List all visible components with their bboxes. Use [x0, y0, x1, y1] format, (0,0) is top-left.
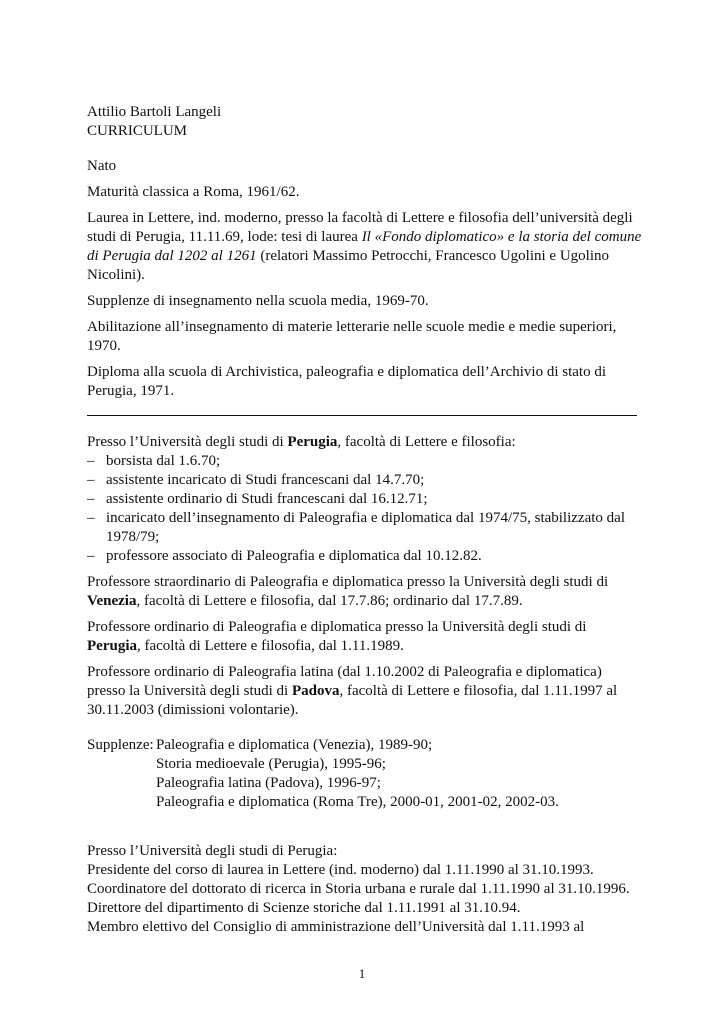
- document-title: CURRICULUM: [87, 123, 188, 139]
- padova-bold: Padova: [291, 683, 340, 699]
- maturita-line: Maturità classica a Roma, 1961/62.: [87, 184, 300, 200]
- list-item: Storia medioevale (Perugia), 1995-96;: [156, 756, 386, 772]
- perugia-positions-list: [87, 452, 643, 566]
- list-item: – assistente incaricato di Studi francescani dal 14.7.70;: [87, 471, 643, 490]
- perugia2-text: Professore ordinario di Paleografia e diplomatica presso la Università degli studi di: [87, 619, 587, 635]
- list-item: – incaricato dell’insegnamento di Paleografia e diplomatica dal 1974/75, stabilizzato dal 1978/79;: [87, 509, 643, 547]
- perugia-bold: Perugia: [287, 434, 338, 450]
- perugia-intro-text: Presso l’Università degli studi di: [87, 434, 288, 450]
- born-line: Nato: [87, 158, 117, 174]
- venezia-paragraph: [87, 573, 643, 611]
- list-item: – assistente ordinario di Studi francescani dal 16.12.71;: [87, 490, 643, 509]
- laurea-paragraph: [87, 209, 643, 285]
- padova-paragraph: [87, 663, 643, 720]
- laurea-relatori: (relatori Massimo Petrocchi, Francesco Ugolini e Ugolino Nicolini).: [87, 248, 609, 283]
- venezia-end: , facoltà di Lettere e filosofia, dal 17.7.86; ordinario dal 17.7.89.: [136, 593, 523, 609]
- supplenze-block: [87, 736, 643, 812]
- list-item: Coordinatore del dottorato di ricerca in Storia urbana e rurale dal 1.11.1990 al 31.10.1996.: [87, 881, 630, 897]
- supplenze-label: Supplenze:: [87, 737, 154, 753]
- venezia-bold: Venezia: [87, 593, 137, 609]
- document-header: [87, 103, 643, 141]
- padova-text: Professore ordinario di Paleografia latina (dal 1.10.2002 di Paleografia e diplomatica) presso la Università degli studi di: [87, 664, 602, 699]
- abilitazione-line: Abilitazione all’insegnamento di materie letterarie nelle scuole medie e medie superiori, 1970.: [87, 319, 617, 354]
- supplenze-list: [156, 736, 559, 812]
- laurea-text: Laurea in Lettere, ind. moderno, presso la facoltà di Lettere e filosofia dell’università degli studi di Perugia, 11.11.69, lode: tesi di laurea: [87, 210, 633, 245]
- roles-block: [87, 842, 643, 937]
- perugia-ordinario-paragraph: [87, 618, 643, 656]
- venezia-text: Professore straordinario di Paleografia e diplomatica presso la Università degli studi di: [87, 574, 609, 590]
- list-item: Paleografia latina (Padova), 1996-97;: [156, 775, 381, 791]
- thesis-title: Il «Fondo diplomatico» e la storia del comune di Perugia dal 1202 al 1261: [87, 229, 642, 264]
- list-item: Presidente del corso di laurea in Lettere (ind. moderno) dal 1.11.1990 al 31.10.1993.: [87, 862, 594, 878]
- perugia-intro: [87, 433, 643, 452]
- section-divider: [87, 415, 637, 416]
- list-item: – professore associato di Paleografia e diplomatica dal 10.12.82.: [87, 547, 643, 566]
- list-item: Membro elettivo del Consiglio di amministrazione dell’Università dal 1.11.1993 al: [87, 919, 585, 935]
- list-item: – borsista dal 1.6.70;: [87, 452, 643, 471]
- perugia2-bold: Perugia: [87, 638, 137, 654]
- perugia2-end: , facoltà di Lettere e filosofia, dal 1.11.1989.: [137, 638, 404, 654]
- author-name: Attilio Bartoli Langeli: [87, 104, 222, 120]
- supplenze-scuola-line: Supplenze di insegnamento nella scuola media, 1969-70.: [87, 293, 429, 309]
- list-item: Paleografia e diplomatica (Venezia), 1989-90;: [156, 737, 433, 753]
- document-page: [87, 103, 643, 937]
- padova-end: , facoltà di Lettere e filosofia, dal 1.11.1997 al 30.11.2003 (dimissioni volontarie).: [87, 683, 618, 718]
- roles-intro: Presso l’Università degli studi di Perugia:: [87, 843, 338, 859]
- list-item: Direttore del dipartimento di Scienze storiche dal 1.11.1991 al 31.10.94.: [87, 900, 521, 916]
- diploma-line: Diploma alla scuola di Archivistica, paleografia e diplomatica dell’Archivio di stato di Perugia, 1971.: [87, 364, 607, 399]
- list-item: Paleografia e diplomatica (Roma Tre), 2000-01, 2001-02, 2002-03.: [156, 794, 559, 810]
- page-number: 1: [358, 966, 366, 981]
- perugia-intro-end: , facoltà di Lettere e filosofia:: [337, 434, 516, 450]
